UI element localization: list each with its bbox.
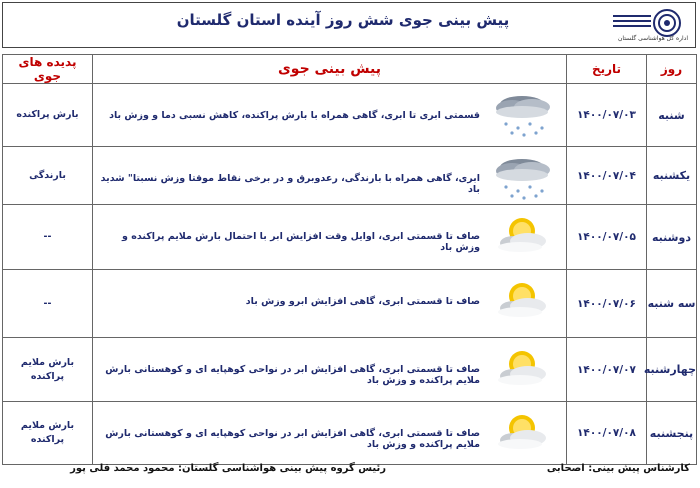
table-header-row <box>3 55 697 84</box>
logo-caption: اداره کل هواشناسی گلستان <box>617 35 689 42</box>
header-forecast: پیش بینی جوی <box>93 55 567 84</box>
forecast-text: صاف تا قسمتی ابری، گاهی افزایش ابر در نواحی کوهپایه ای و کوهستانی بارش ملایم پراکنده و وزش باد <box>105 428 480 450</box>
title-bar <box>2 2 696 48</box>
day-cell: چهارشنبه <box>647 338 697 402</box>
sun-cloud-icon <box>492 278 554 324</box>
header-phenomena: پدیده های جوی <box>3 55 93 84</box>
forecast-text: قسمتی ابری تا ابری، گاهی همراه با بارش پراکنده، کاهش نسبی دما و وزش باد <box>109 110 480 121</box>
forecast-cell <box>93 84 567 147</box>
day-cell: شنبه <box>647 84 697 147</box>
sun-cloud-icon <box>492 346 554 392</box>
forecast-row <box>3 402 697 465</box>
phenomena-cell: بارش ملایم پراکنده <box>3 338 93 402</box>
phenomena-cell: -- <box>3 270 93 338</box>
forecast-text: صاف تا قسمتی ابری، گاهی افزایش ابر در نواحی کوهپایه ای و کوهستانی بارش ملایم پراکنده و وزش باد <box>105 364 480 386</box>
phenomena-cell: بارندگی <box>3 147 93 205</box>
header-date: تاریخ <box>567 55 647 84</box>
day-cell: پنجشنبه <box>647 402 697 465</box>
forecast-text: ابری، گاهی همراه با بارندگی، رعدوبرق و در برخی نقاط موقتا وزش نسبتا" شدید باد <box>100 173 480 195</box>
header-day: روز <box>647 55 697 84</box>
forecast-text: صاف تا قسمتی ابری، اوایل وقت افزایش ابر با احتمال بارش ملایم پراکنده و وزش باد <box>122 231 480 253</box>
date-cell: ۱۴۰۰/۰۷/۰۶ <box>567 270 647 338</box>
sun-cloud-icon <box>492 410 554 456</box>
forecast-cell <box>93 338 567 402</box>
day-cell: یکشنبه <box>647 147 697 205</box>
forecaster-name: کارشناس پیش بینی: اصحابی <box>546 463 690 474</box>
sun-cloud-icon <box>492 213 554 259</box>
forecast-cell <box>93 205 567 270</box>
forecast-row <box>3 338 697 402</box>
date-cell: ۱۴۰۰/۰۷/۰۷ <box>567 338 647 402</box>
phenomena-cell: بارش ملایم پراکنده <box>3 402 93 465</box>
day-cell: سه شنبه <box>647 270 697 338</box>
forecast-table <box>2 54 697 465</box>
day-cell: دوشنبه <box>647 205 697 270</box>
phenomena-cell: بارش پراکنده <box>3 84 93 147</box>
forecast-cell <box>93 270 567 338</box>
footer <box>2 457 696 483</box>
forecast-cell <box>93 147 567 205</box>
forecast-row <box>3 84 697 147</box>
cloud-rain-icon <box>492 155 554 201</box>
date-cell: ۱۴۰۰/۰۷/۰۵ <box>567 205 647 270</box>
cloud-rain-icon <box>492 92 554 138</box>
forecast-text: صاف تا قسمتی ابری، گاهی افزایش ابرو وزش باد <box>245 296 480 307</box>
forecast-cell <box>93 402 567 465</box>
forecast-row <box>3 205 697 270</box>
phenomena-cell: -- <box>3 205 93 270</box>
forecast-row <box>3 147 697 205</box>
forecast-row <box>3 270 697 338</box>
date-cell: ۱۴۰۰/۰۷/۰۳ <box>567 84 647 147</box>
group-head-name: رئیس گروه پیش بینی هواشناسی گلستان: محمود محمد قلی پور <box>70 463 386 474</box>
date-cell: ۱۴۰۰/۰۷/۰۸ <box>567 402 647 465</box>
page-title: پیش بینی جوی شش روز آینده استان گلستان <box>176 11 510 29</box>
date-cell: ۱۴۰۰/۰۷/۰۴ <box>567 147 647 205</box>
